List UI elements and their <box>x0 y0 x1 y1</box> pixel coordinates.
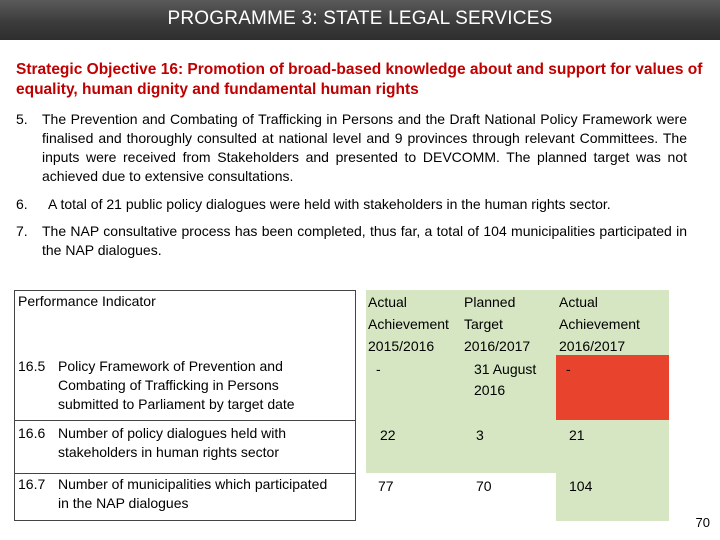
header-planned-3: 2016/2017 <box>464 338 531 354</box>
page-number: 70 <box>695 515 710 530</box>
planned-value: 70 <box>476 478 492 494</box>
header-planned-2: Target <box>464 316 503 332</box>
point-5 <box>16 110 687 186</box>
header-planned-1: Planned <box>464 294 516 310</box>
header-actual-prev-1: Actual <box>368 294 407 310</box>
actual-prev-value: - <box>376 361 381 377</box>
header-actual-prev-3: 2015/2016 <box>368 338 435 354</box>
point-6 <box>16 195 687 214</box>
status-cell-16-5 <box>556 355 669 420</box>
point-number: 7. <box>16 223 28 239</box>
point-7 <box>16 222 687 260</box>
planned-value: 3 <box>476 427 484 443</box>
point-number: 6. <box>16 196 28 212</box>
strategic-objective: Strategic Objective 16: Promotion of broad-based knowledge about and support for values of equality, human dignity and fundamental human rights <box>16 61 703 98</box>
header-performance-indicator: Performance Indicator <box>18 293 156 309</box>
header-actual-cur-1: Actual <box>559 294 598 310</box>
header-actual-cur-3: 2016/2017 <box>559 338 626 354</box>
actual-cur-value: 21 <box>569 427 585 443</box>
planned-value-line1: 31 August <box>474 361 537 377</box>
actual-prev-value: 22 <box>380 427 396 443</box>
row-divider <box>14 473 356 474</box>
header-actual-cur-2: Achievement <box>559 316 640 332</box>
indicator-text: Number of policy dialogues held with stakeholders in human rights sector <box>58 425 287 460</box>
actual-cur-value: - <box>566 361 571 377</box>
indicator-id: 16.6 <box>18 425 46 441</box>
header-actual-prev-2: Achievement <box>368 316 449 332</box>
point-text: The NAP consultative process has been completed, thus far, a total of 104 municipalities participated in the NAP dialogues. <box>42 223 687 258</box>
point-text: The Prevention and Combating of Trafficking in Persons and the Draft National Policy Framework were finalised and thoroughly consulted at national level and 9 provinces through relevant Committees. The inputs were received from Stakeholders and presented to DEVCOMM. The planned target was not achieved due to extensive consultations. <box>42 111 687 184</box>
title-bar <box>0 0 720 40</box>
table-row-16-6 <box>18 424 338 462</box>
indicator-id: 16.7 <box>18 476 46 492</box>
indicator-id: 16.5 <box>18 358 46 374</box>
point-text: A total of 21 public policy dialogues were held with stakeholders in the human rights sector. <box>48 196 611 212</box>
actual-prev-value: 77 <box>378 478 394 494</box>
page-title: PROGRAMME 3: STATE LEGAL SERVICES <box>167 8 553 29</box>
actual-cur-value: 104 <box>569 478 593 494</box>
point-number: 5. <box>16 111 28 127</box>
planned-value-line2: 2016 <box>474 382 506 398</box>
indicator-text: Policy Framework of Prevention and Combating of Trafficking in Persons submitted to Parliament by target date <box>58 358 295 412</box>
table-row-16-7 <box>18 475 338 513</box>
row-divider <box>14 420 356 421</box>
indicator-text: Number of municipalities which participated in the NAP dialogues <box>58 476 328 511</box>
table-row-16-5 <box>18 357 338 414</box>
